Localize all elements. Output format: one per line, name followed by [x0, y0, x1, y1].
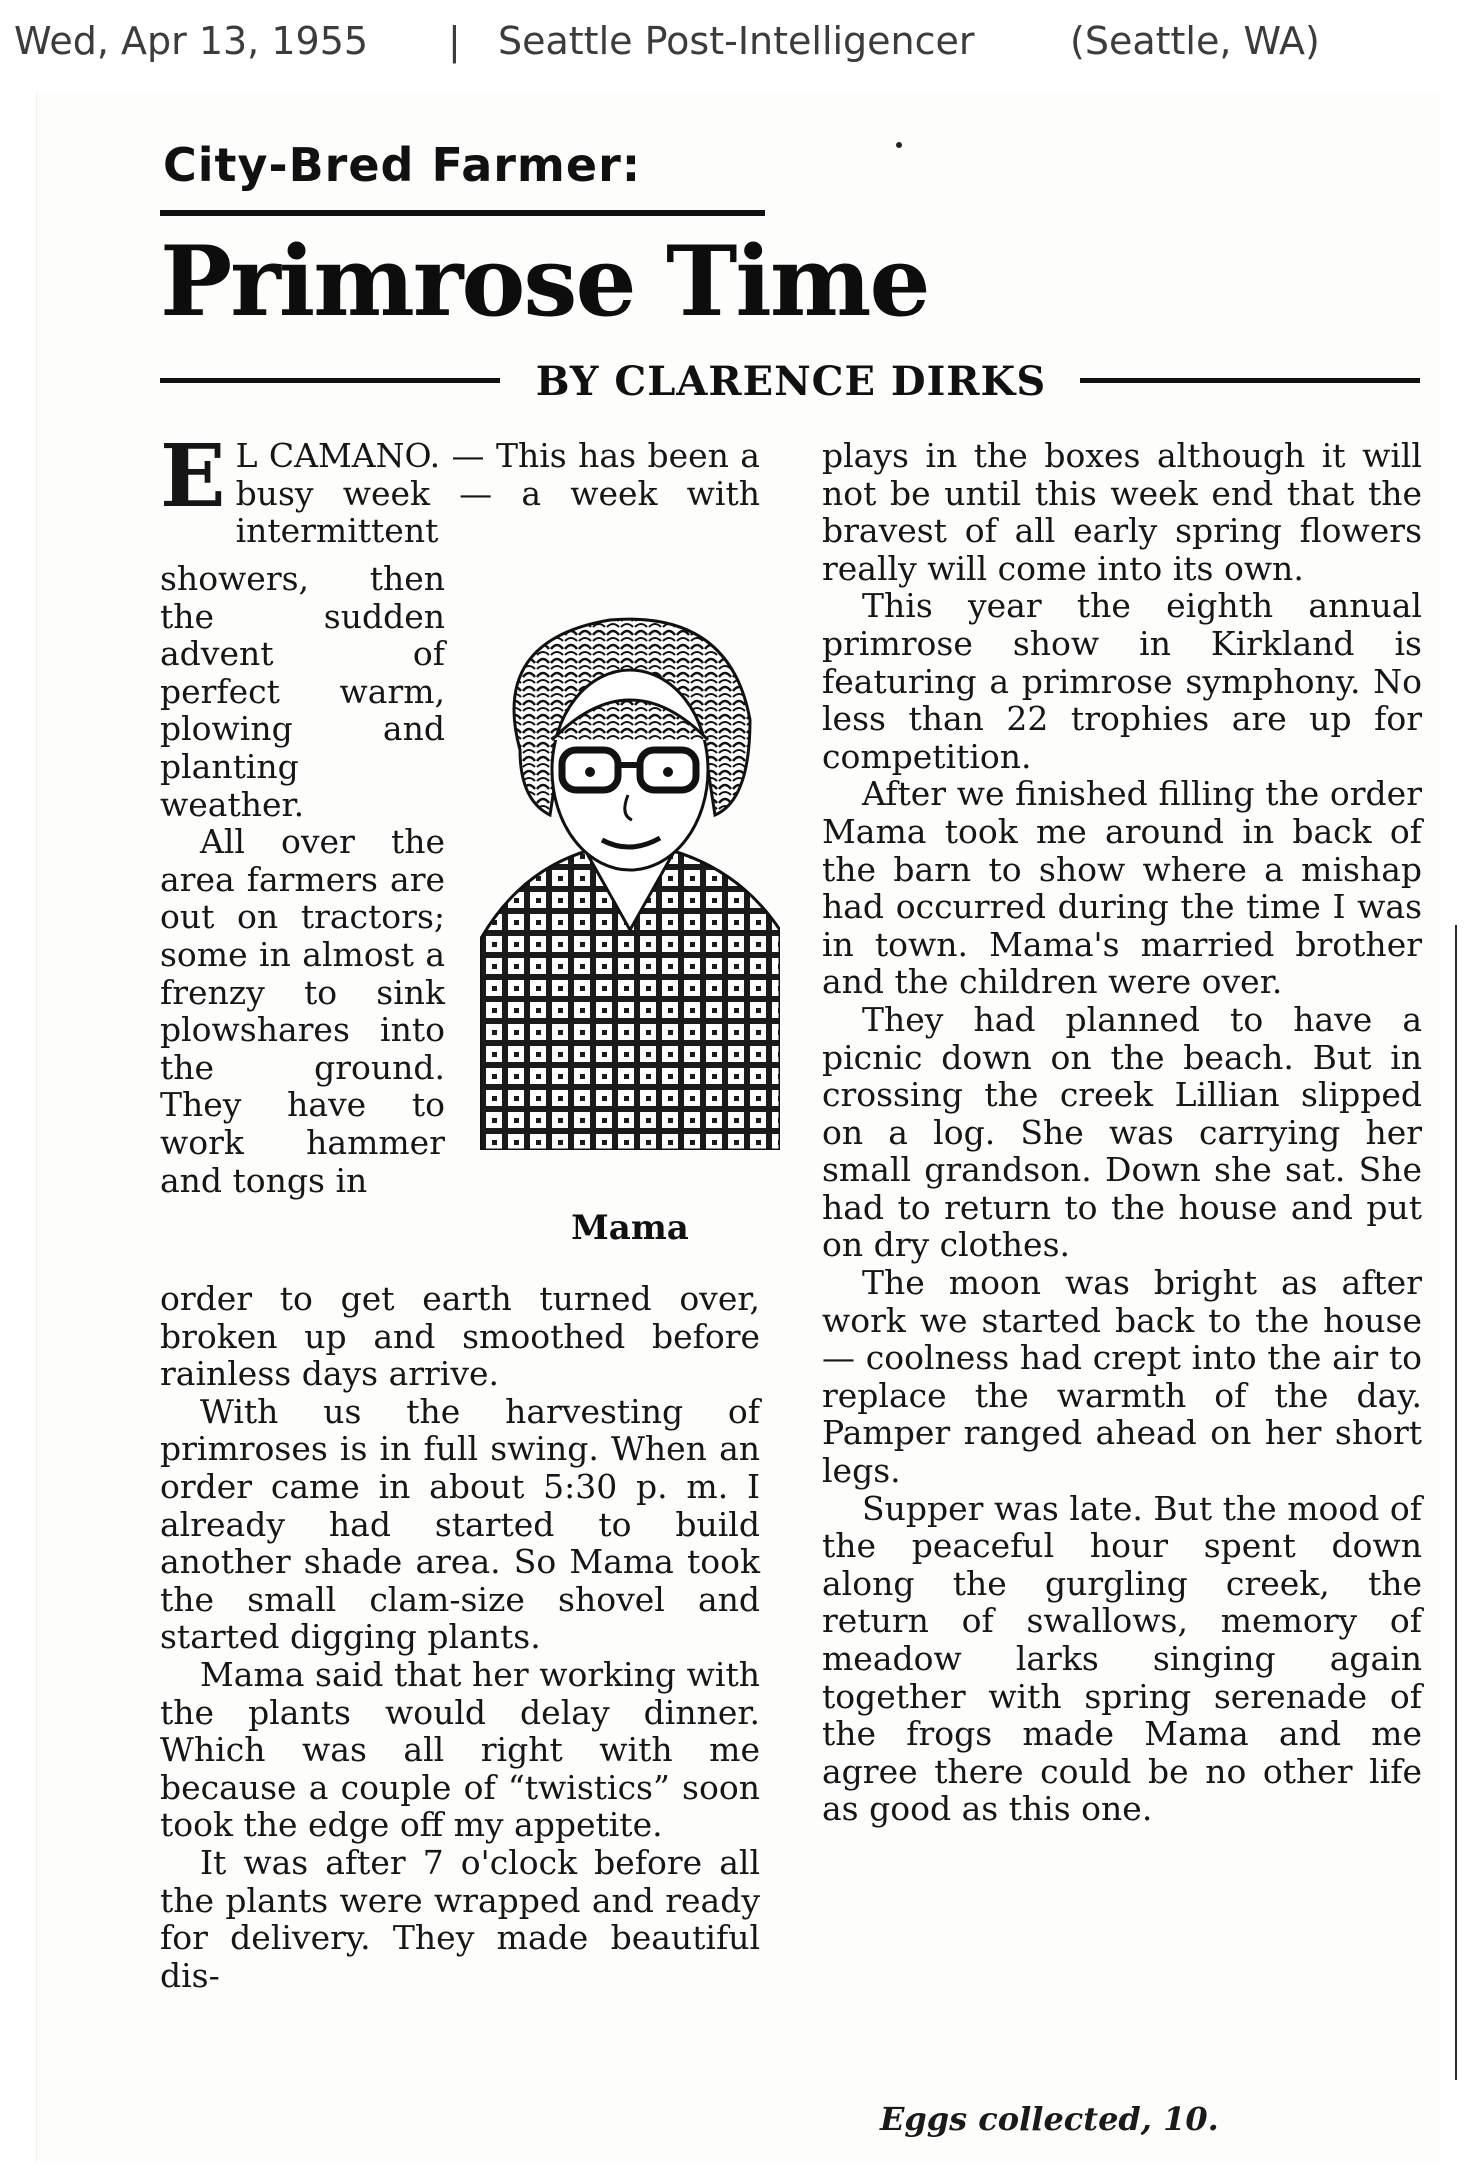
left-column-wrapped	[160, 560, 445, 1199]
paragraph-delivery: It was after 7 o'clock before all the plants were wrapped and ready for delivery. They made beautiful dis-	[160, 1842, 760, 1995]
lead-continued: showers, then the sudden advent of perfect warm, plowing and planting weather.	[160, 559, 445, 824]
masthead-location: (Seattle, WA)	[1070, 19, 1320, 63]
lead-paragraph	[160, 426, 760, 551]
paragraph-displays: plays in the boxes although it will not be until this week end that the bravest of all early spring flowers really will come into its own.	[822, 436, 1422, 588]
paragraph-harvesting: With us the harvesting of primroses is in full swing. When an order came in about 5:30 p. m. I already had started to build another shade area. So Mama took the small clam-size shovel and started digging plants.	[160, 1391, 760, 1657]
lead-text: L CAMANO. — This has been a busy week — a week with intermittent	[235, 436, 760, 551]
drop-cap: E	[160, 426, 226, 527]
masthead-separator: |	[448, 19, 461, 63]
paragraph-supper: Supper was late. But the mood of the peaceful hour spent down along the gurgling creek, the return of swallows, memory of meadow larks singing again together with spring serenade of the frogs made Mama and me agree there could be no other life as good as this one.	[822, 1488, 1422, 1829]
article-byline: BY CLARENCE DIRKS	[535, 358, 1047, 405]
paragraph-mishap: After we finished filling the order Mama took me around in back of the barn to show where a mishap had occurred during the time I was in town. Mama's married brother and the children were over.	[822, 774, 1422, 1002]
eggs-collected-note: Eggs collected, 10.	[880, 2100, 1219, 2138]
ink-speck	[896, 142, 902, 148]
right-column	[822, 437, 1422, 1828]
mama-portrait-image	[480, 600, 780, 1150]
article-kicker: City-Bred Farmer:	[163, 138, 642, 192]
headline-rule	[160, 210, 765, 216]
paragraph-dinner: Mama said that her working with the plants would delay dinner. Which was all right with me because a couple of “twistics” soon took the edge off my appetite.	[160, 1654, 760, 1845]
paragraph-moon: The moon was bright as after work we started back to the house — coolness had crept into the air to replace the warmth of the day. Pamper ranged ahead on her short legs.	[822, 1263, 1422, 1491]
masthead	[0, 0, 1478, 82]
paragraph-farmers: All over the area farmers are out on tractors; some in almost a frenzy to sink plowshares into the ground. They have to work hammer and tongs in	[160, 822, 445, 1200]
clipping-edge-line	[1455, 925, 1457, 2080]
portrait-caption: Mama	[571, 1208, 689, 1248]
masthead-date: Wed, Apr 13, 1955	[14, 19, 369, 63]
left-column-full	[160, 1280, 760, 1994]
paragraph-picnic: They had planned to have a picnic down on the beach. But in crossing the creek Lillian slipped on a log. She was carrying her small grandson. Down she sat. She had to return to the house and put on dry clothes.	[822, 999, 1422, 1265]
article-headline: Primrose Time	[160, 225, 929, 338]
byline-rule-left	[160, 378, 500, 383]
byline-rule-right	[1080, 378, 1420, 383]
masthead-paper: Seattle Post-Intelligencer	[498, 19, 975, 63]
byline-block	[160, 358, 1420, 405]
paragraph-order-continued: order to get earth turned over, broken up and smoothed before rainless days arrive.	[160, 1279, 760, 1394]
paragraph-primrose-show: This year the eighth annual primrose show in Kirkland is featuring a primrose symphony. No less than 22 trophies are up for competition.	[822, 586, 1422, 776]
